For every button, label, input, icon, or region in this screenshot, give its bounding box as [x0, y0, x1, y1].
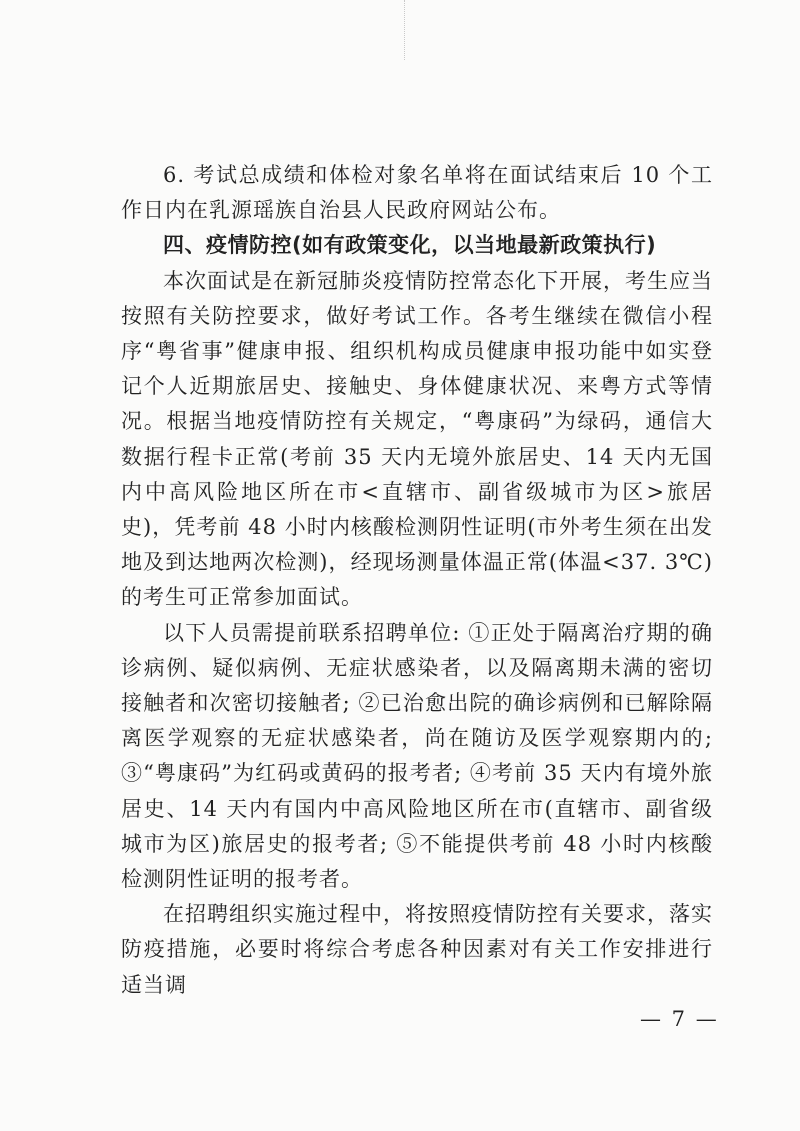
- section-heading-epidemic-control: 四、疫情防控(如有政策变化，以当地最新政策执行): [163, 233, 657, 258]
- paragraph-interview-requirements: 本次面试是在新冠肺炎疫情防控常态化下开展，考生应当按照有关防控要求，做好考试工作。各考生继续在微信小程序“粤省事”健康申报、组织机构成员健康申报功能中如实登记个人近期旅居史、接触史、身体健康状况、来粤方式等情况。根据当地疫情防控有关规定，“粤康码”为绿码，通信大数据行程卡正常(考前 35 天内无境外旅居史、14 天内无国内中高风险地区所在市<直辖市、副省级城市为区>旅居史)，凭考前 48 小时内核酸检测阴性证明(市外考生须在出发地及到达地两次检测)，经现场测量体温正常(体温<37. 3℃)的考生可正常参加面试。: [121, 268, 713, 610]
- page-number: — 7 —: [640, 1007, 719, 1031]
- paragraph-contact-requirements: 以下人员需提前联系招聘单位: ①正处于隔离治疗期的确诊病例、疑似病例、无症状感染者，以及隔离期未满的密切接触者和次密切接触者; ②已治愈出院的确诊病例和已解除隔离医学观察的无症状感染者，尚在随访及医学观察期内的; ③“粤康码”为红码或黄码的报考者; ④考前 35 天内有境外旅居史、14 天内有国内中高风险地区所在市(直辖市、副省级城市为区)旅居史的报考者; ⑤不能提供考前 48 小时内核酸检测阴性证明的报考者。: [121, 620, 713, 892]
- scan-artifact-line: [404, 0, 406, 60]
- paragraph-item-6: 6. 考试总成绩和体检对象名单将在面试结束后 10 个工作日内在乳源瑶族自治县人民政府网站公布。: [121, 163, 713, 223]
- document-body: [121, 158, 713, 1003]
- paragraph-implementation: 在招聘组织实施过程中，将按照疫情防控有关要求，落实防疫措施，必要时将综合考虑各种因素对有关工作安排进行适当调: [121, 902, 713, 997]
